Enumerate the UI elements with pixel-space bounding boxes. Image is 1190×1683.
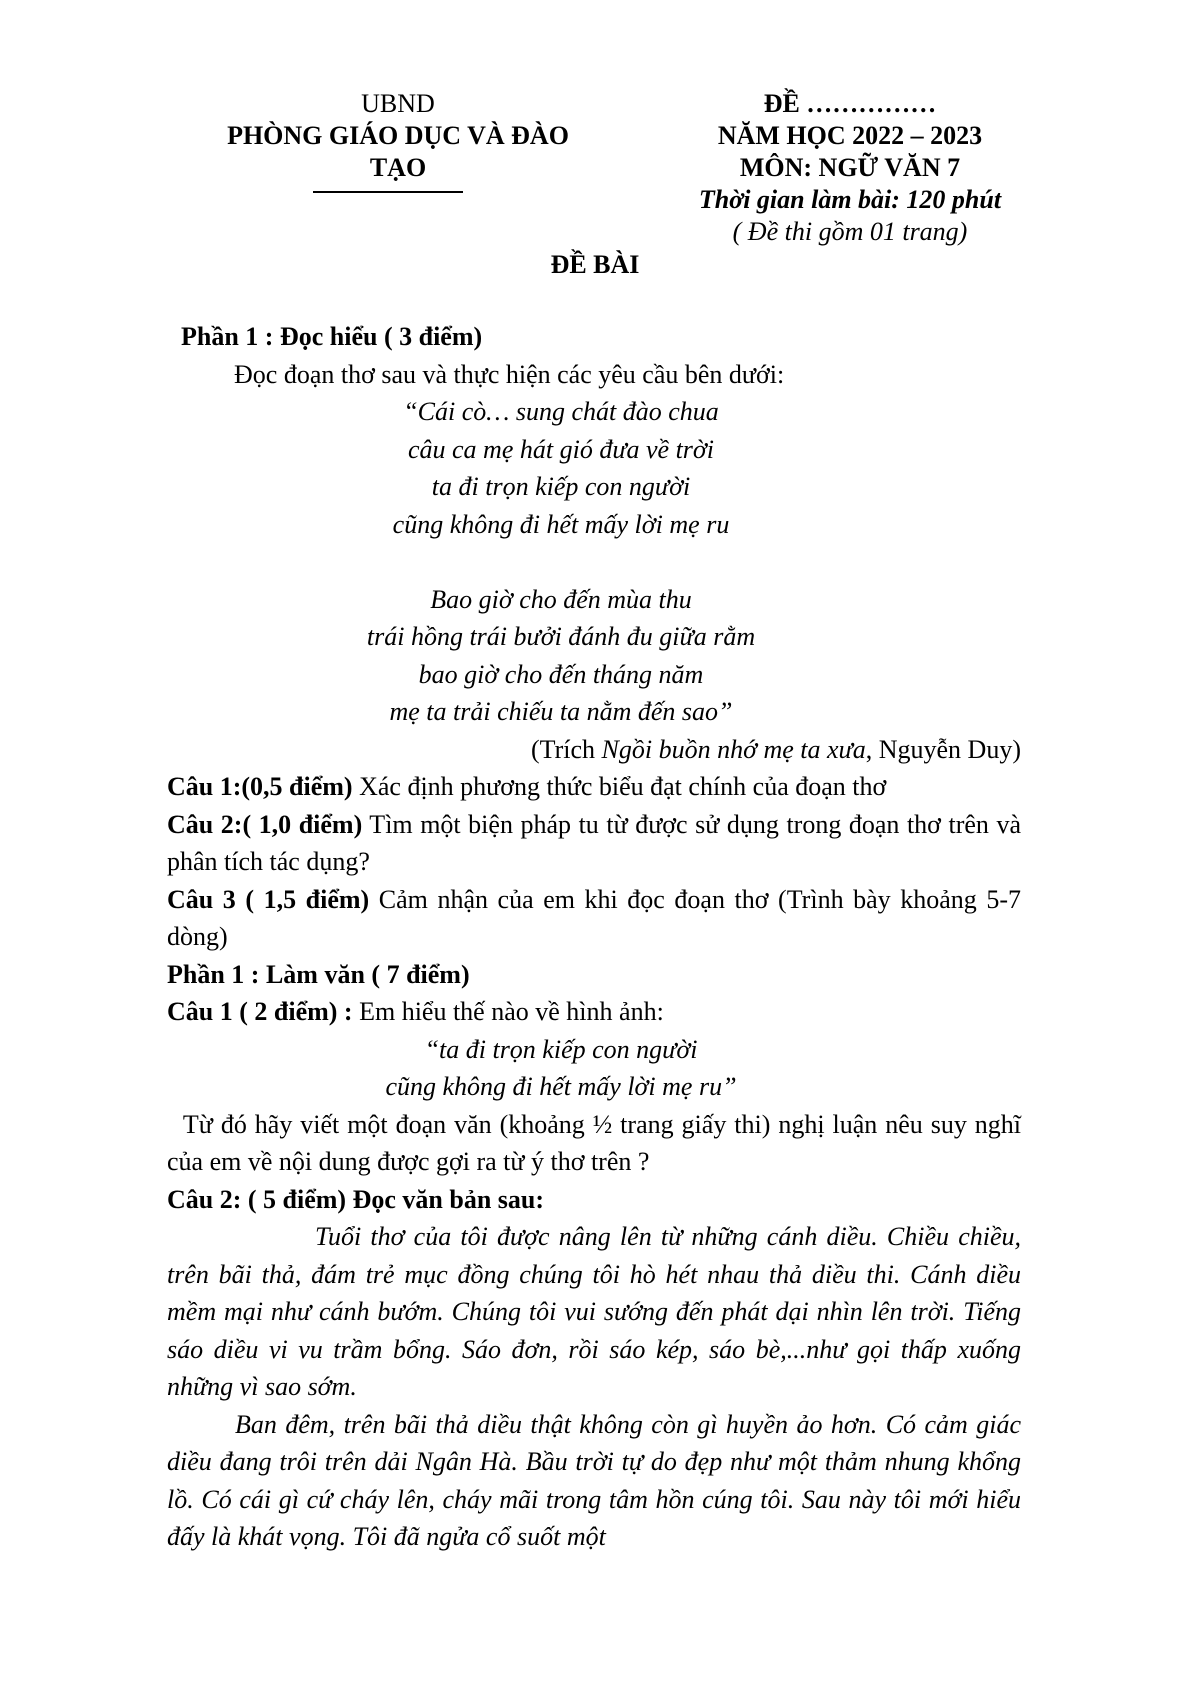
quote-line: cũng không đi hết mấy lời mẹ ru” — [385, 1072, 737, 1101]
subject: MÔN: NGỮ VĂN 7 — [739, 153, 961, 182]
poem-line: câu ca mẹ hát gió đưa về trời — [407, 434, 715, 464]
poem-line: mẹ ta trải chiếu ta nằm đến sao” — [389, 697, 733, 726]
part1-question-2 — [167, 806, 1021, 881]
citation-prefix: (Trích — [530, 734, 602, 764]
poem-line: bao giờ cho đến tháng năm — [418, 659, 704, 689]
part1-question-3 — [167, 881, 1021, 956]
poem-line: cũng không đi hết mấy lời mẹ ru — [392, 509, 730, 539]
header-left-line1: UBND — [361, 89, 435, 118]
stanza-break — [181, 543, 941, 581]
part2-question-2: Câu 2: ( 5 điểm) Đọc văn bản sau: — [167, 1184, 545, 1214]
question-label: Câu 1 ( 2 điểm) : — [167, 997, 353, 1026]
header-right — [660, 88, 1040, 248]
reading-paragraph-2: Ban đêm, trên bãi thả diều thật không còn gì huyền ảo hơn. Có cảm giác diều đang trôi trên dải Ngân Hà. Bầu trời tự do đẹp như một thảm nhung khổng lồ. Có cái gì cứ cháy lên, cháy mãi trong tâm hồn cúng tôi. Sau này tôi mới hiểu đấy là khát vọng. Tôi đã ngửa cổ suốt một — [167, 1409, 1021, 1551]
header-left-line2: PHÒNG GIÁO DỤC VÀ ĐÀO — [227, 121, 569, 150]
part1-instruction: Đọc đoạn thơ sau và thực hiện các yêu cầu bên dưới: — [234, 359, 785, 389]
poem-line: ta đi trọn kiếp con người — [431, 472, 691, 501]
question-text: Tìm một biện pháp tu từ được sử dụng trong đoạn thơ trên và phân tích tác dụng? — [167, 809, 1021, 876]
question-text: Xác định phương thức biểu đạt chính của đoạn thơ — [352, 772, 887, 801]
question-label: Câu 2:( 1,0 điểm) — [167, 809, 363, 839]
poem — [181, 393, 941, 731]
exam-code: ĐỀ …………… — [763, 89, 937, 118]
header-left-line3: TẠO — [369, 153, 427, 182]
reading-paragraph-1: Tuổi thơ của tôi được nâng lên từ những cánh diều. Chiều chiều, trên bãi thả, đám trẻ mục đồng chúng tôi hò hét nhau thả diều thi. Cánh diều mềm mại như cánh bướm. Chúng tôi vui sướng đến phát dại nhìn lên trời. Tiếng sáo diều vi vu trầm bổng. Sáo đơn, rồi sáo kép, sáo bè,...như gọi thấp xuống những vì sao sớm. — [167, 1222, 1021, 1401]
citation-suffix: , Nguyễn Duy) — [865, 734, 1021, 764]
poem-line: trái hồng trái bưởi đánh đu giữa rằm — [366, 622, 756, 651]
part1-heading: Phần 1 : Đọc hiểu ( 3 điểm) — [181, 322, 483, 351]
question-text: Cảm nhận của em khi đọc đoạn thơ (Trình bày khoảng 5-7 dòng) — [167, 884, 1021, 951]
part2-question-1-task: Từ đó hãy viết một đoạn văn (khoảng ½ trang giấy thi) nghị luận nêu suy nghĩ của em về nội dung được gợi ra từ ý thơ trên ? — [167, 1109, 1028, 1176]
part1-question-1 — [167, 768, 1021, 806]
question-label: Câu 3 ( 1,5 điểm) — [167, 884, 370, 914]
quote-line: “ta đi trọn kiếp con người — [424, 1034, 698, 1064]
part2-question-1 — [167, 993, 1021, 1031]
question-label: Câu 1:(0,5 điểm) — [167, 772, 353, 801]
poem-line: Bao giờ cho đến mùa thu — [430, 584, 692, 614]
quote — [181, 1031, 941, 1106]
citation — [181, 731, 1021, 769]
school-year: NĂM HỌC 2022 – 2023 — [717, 121, 983, 150]
citation-work: Ngồi buồn nhớ mẹ ta xưa — [601, 734, 866, 764]
question-text: Em hiểu thế nào về hình ảnh: — [352, 997, 664, 1026]
header-left — [188, 88, 608, 184]
header-divider — [313, 191, 463, 193]
page-count: ( Đề thi gồm 01 trang) — [732, 217, 968, 246]
page-title: ĐỀ BÀI — [550, 250, 640, 279]
poem-line: “Cái cò… sung chát đào chua — [403, 397, 719, 426]
time-limit: Thời gian làm bài: 120 phút — [698, 185, 1002, 214]
part2-heading: Phần 1 : Làm văn ( 7 điểm) — [167, 959, 470, 989]
exam-body — [167, 318, 1028, 1556]
